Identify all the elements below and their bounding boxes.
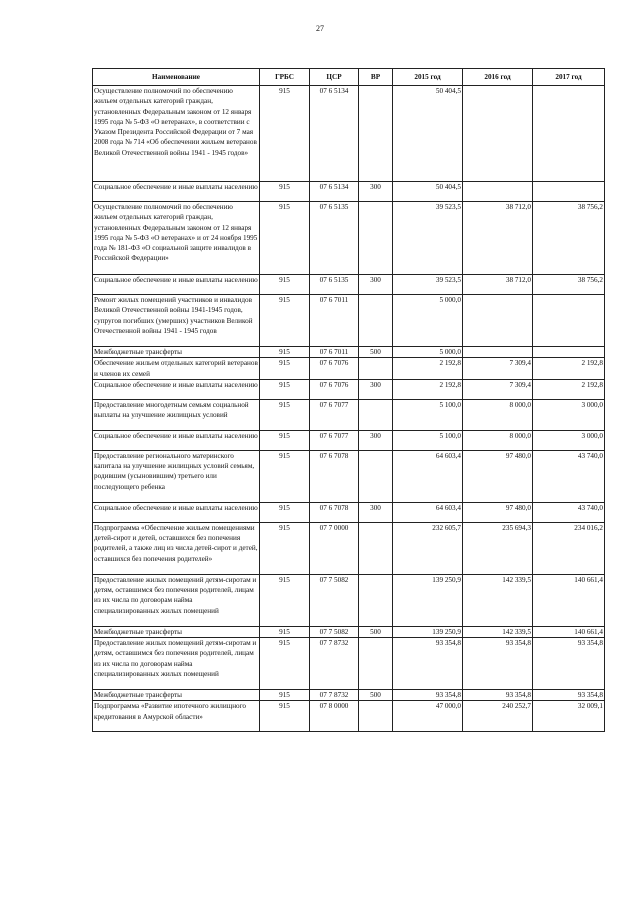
row-name-cell: Межбюджетные трансферты [93, 347, 260, 358]
row-2015-cell: 5 000,0 [393, 347, 463, 358]
row-2015-cell: 5 100,0 [393, 399, 463, 430]
table-row [93, 202, 605, 275]
row-name-cell: Осуществление полномочий по обеспечению жильем отдельных категорий граждан, установленных Федеральным законом от 12 января 1995 года № 5-ФЗ «О ветеранах», в соответствии с Указом Президента Российской Федерации от 7 мая 2008 года № 714 «Об обеспечении жильем ветеранов Великой Отечественной войны 1941 - 1945 годов» [93, 86, 260, 182]
row-name-cell: Предоставление регионального материнского капитала на улучшение жилищных условий семьям, родившим (усыновившим) третьего или последующего ребенка [93, 450, 260, 502]
table-row [93, 379, 605, 399]
row-grbs-cell: 915 [260, 638, 310, 690]
row-2017-cell: 93 354,8 [533, 638, 605, 690]
table-row [93, 430, 605, 450]
row-2015-cell: 139 250,9 [393, 574, 463, 626]
row-name-cell: Осуществление полномочий по обеспечению жильем отдельных категорий граждан, установленных Федеральным законом от 12 января 1995 года № 5-ФЗ «О ветеранах» и от 24 ноября 1995 года № 181-ФЗ «О социальной защите инвалидов в Российской Федерации» [93, 202, 260, 275]
row-2017-cell: 38 756,2 [533, 202, 605, 275]
header-2015: 2015 год [393, 69, 463, 86]
row-name-cell: Предоставление многодетным семьям социальной выплаты на улучшение жилищных условий [93, 399, 260, 430]
row-vr-cell: 500 [359, 626, 393, 637]
row-vr-cell: 300 [359, 275, 393, 295]
row-2017-cell [533, 86, 605, 182]
row-csr-cell: 07 6 7011 [310, 347, 359, 358]
row-2016-cell [463, 182, 533, 202]
row-2015-cell: 139 250,9 [393, 626, 463, 637]
row-grbs-cell: 915 [260, 358, 310, 380]
row-2015-cell: 47 000,0 [393, 701, 463, 732]
table-row [93, 295, 605, 347]
header-grbs: ГРБС [260, 69, 310, 86]
row-csr-cell: 07 6 7077 [310, 399, 359, 430]
table-row [93, 450, 605, 502]
row-csr-cell: 07 6 7078 [310, 502, 359, 522]
row-grbs-cell: 915 [260, 86, 310, 182]
row-vr-cell [359, 399, 393, 430]
header-csr: ЦСР [310, 69, 359, 86]
row-2015-cell: 93 354,8 [393, 690, 463, 701]
table-row [93, 358, 605, 380]
row-vr-cell [359, 86, 393, 182]
row-name-cell: Социальное обеспечение и иные выплаты населению [93, 182, 260, 202]
row-2015-cell: 64 603,4 [393, 502, 463, 522]
row-2015-cell: 5 000,0 [393, 295, 463, 347]
row-vr-cell: 300 [359, 502, 393, 522]
row-name-cell: Социальное обеспечение и иные выплаты населению [93, 430, 260, 450]
header-2016: 2016 год [463, 69, 533, 86]
row-csr-cell: 07 6 5135 [310, 275, 359, 295]
row-name-cell: Межбюджетные трансферты [93, 626, 260, 637]
row-2016-cell: 142 339,5 [463, 574, 533, 626]
row-2017-cell: 2 192,8 [533, 358, 605, 380]
row-2016-cell: 93 354,8 [463, 690, 533, 701]
row-name-cell: Социальное обеспечение и иные выплаты населению [93, 275, 260, 295]
row-vr-cell: 500 [359, 690, 393, 701]
row-csr-cell: 07 6 7076 [310, 358, 359, 380]
row-2015-cell: 39 523,5 [393, 275, 463, 295]
budget-table [92, 68, 605, 732]
table-row [93, 701, 605, 732]
row-csr-cell: 07 7 8732 [310, 690, 359, 701]
row-csr-cell: 07 6 5135 [310, 202, 359, 275]
row-grbs-cell: 915 [260, 522, 310, 574]
table-row [93, 86, 605, 182]
row-2015-cell: 50 404,5 [393, 182, 463, 202]
row-csr-cell: 07 8 0000 [310, 701, 359, 732]
row-2016-cell [463, 86, 533, 182]
row-name-cell: Ремонт жилых помещений участников и инвалидов Великой Отечественной войны 1941-1945 годов, супругов погибших (умерших) участников Великой Отечественной войны 1941 - 1945 годов [93, 295, 260, 347]
row-2015-cell: 5 100,0 [393, 430, 463, 450]
row-2015-cell: 2 192,8 [393, 358, 463, 380]
row-2017-cell: 140 661,4 [533, 626, 605, 637]
table-row [93, 275, 605, 295]
row-2016-cell: 38 712,0 [463, 202, 533, 275]
table-row [93, 522, 605, 574]
table-row [93, 347, 605, 358]
row-csr-cell: 07 6 7077 [310, 430, 359, 450]
row-vr-cell [359, 638, 393, 690]
row-grbs-cell: 915 [260, 275, 310, 295]
table-row [93, 638, 605, 690]
row-2016-cell: 97 480,0 [463, 502, 533, 522]
row-vr-cell [359, 358, 393, 380]
row-name-cell: Социальное обеспечение и иные выплаты населению [93, 502, 260, 522]
row-2015-cell: 232 605,7 [393, 522, 463, 574]
table-row [93, 182, 605, 202]
row-vr-cell: 300 [359, 430, 393, 450]
row-vr-cell [359, 701, 393, 732]
row-2017-cell: 38 756,2 [533, 275, 605, 295]
row-2017-cell: 2 192,8 [533, 379, 605, 399]
row-vr-cell [359, 295, 393, 347]
row-2017-cell [533, 347, 605, 358]
row-2017-cell: 43 740,0 [533, 502, 605, 522]
row-2016-cell [463, 295, 533, 347]
row-2016-cell: 8 000,0 [463, 399, 533, 430]
row-grbs-cell: 915 [260, 574, 310, 626]
row-2016-cell: 8 000,0 [463, 430, 533, 450]
row-2016-cell: 7 309,4 [463, 358, 533, 380]
row-grbs-cell: 915 [260, 430, 310, 450]
row-csr-cell: 07 7 0000 [310, 522, 359, 574]
row-2016-cell [463, 347, 533, 358]
row-2016-cell: 93 354,8 [463, 638, 533, 690]
row-name-cell: Межбюджетные трансферты [93, 690, 260, 701]
row-2016-cell: 38 712,0 [463, 275, 533, 295]
row-name-cell: Обеспечение жильем отдельных категорий ветеранов и членов их семей [94, 359, 258, 378]
row-grbs-cell: 915 [260, 295, 310, 347]
page-number: 27 [316, 24, 324, 33]
header-vr: ВР [359, 69, 393, 86]
row-name-cell: Социальное обеспечение и иные выплаты населению [93, 379, 260, 399]
row-grbs-cell: 915 [260, 202, 310, 275]
row-name-cell: Предоставление жилых помещений детям-сиротам и детям, оставшимся без попечения родителей, лицам из их числа по договорам найма специализированных жилых помещений [93, 638, 260, 690]
row-grbs-cell: 915 [260, 701, 310, 732]
row-vr-cell [359, 450, 393, 502]
row-2016-cell: 240 252,7 [463, 701, 533, 732]
row-grbs-cell: 915 [260, 347, 310, 358]
row-2016-cell: 142 339,5 [463, 626, 533, 637]
row-grbs-cell: 915 [260, 450, 310, 502]
row-vr-cell: 500 [359, 347, 393, 358]
row-grbs-cell: 915 [260, 502, 310, 522]
row-2017-cell: 3 000,0 [533, 399, 605, 430]
row-2017-cell: 32 009,1 [533, 701, 605, 732]
row-2015-cell: 64 603,4 [393, 450, 463, 502]
row-2015-cell: 39 523,5 [393, 202, 463, 275]
row-vr-cell [359, 202, 393, 275]
row-csr-cell: 07 6 5134 [310, 182, 359, 202]
row-2017-cell [533, 182, 605, 202]
row-name-cell: Подпрограмма «Обеспечение жильем помещениями детей-сирот и детей, оставшихся без попечения родителей, а также лиц из числа детей-сирот и детей, оставшихся без попечения родителей» [93, 522, 260, 574]
table-header-row [93, 69, 605, 86]
table-row [93, 626, 605, 637]
row-2016-cell: 7 309,4 [463, 379, 533, 399]
row-vr-cell: 300 [359, 379, 393, 399]
row-2017-cell: 93 354,8 [533, 690, 605, 701]
row-grbs-cell: 915 [260, 182, 310, 202]
header-name: Наименование [93, 69, 260, 86]
row-csr-cell: 07 7 8732 [310, 638, 359, 690]
table-row [93, 399, 605, 430]
row-csr-cell: 07 6 7011 [310, 295, 359, 347]
row-2017-cell: 140 661,4 [533, 574, 605, 626]
table-row [93, 690, 605, 701]
row-csr-cell: 07 6 5134 [310, 86, 359, 182]
row-name-cell: Подпрограмма «Развитие ипотечного жилищного кредитования в Амурской области» [93, 701, 260, 732]
row-csr-cell: 07 6 7076 [310, 379, 359, 399]
row-csr-cell: 07 7 5082 [310, 574, 359, 626]
table-row [93, 502, 605, 522]
row-2016-cell: 235 694,3 [463, 522, 533, 574]
row-2016-cell: 97 480,0 [463, 450, 533, 502]
header-2017: 2017 год [533, 69, 605, 86]
row-grbs-cell: 915 [260, 399, 310, 430]
row-2017-cell: 43 740,0 [533, 450, 605, 502]
row-2015-cell: 2 192,8 [393, 379, 463, 399]
row-2015-cell: 50 404,5 [393, 86, 463, 182]
row-vr-cell [359, 574, 393, 626]
row-vr-cell: 300 [359, 182, 393, 202]
table-row [93, 574, 605, 626]
row-grbs-cell: 915 [260, 379, 310, 399]
row-csr-cell: 07 6 7078 [310, 450, 359, 502]
row-2015-cell: 93 354,8 [393, 638, 463, 690]
row-2017-cell: 3 000,0 [533, 430, 605, 450]
row-vr-cell [359, 522, 393, 574]
row-2017-cell: 234 016,2 [533, 522, 605, 574]
row-csr-cell: 07 7 5082 [310, 626, 359, 637]
row-name-cell: Предоставление жилых помещений детям-сиротам и детям, оставшимся без попечения родителей, лицам из их числа по договорам найма специализированных жилых помещений [93, 574, 260, 626]
row-2017-cell [533, 295, 605, 347]
row-grbs-cell: 915 [260, 690, 310, 701]
row-grbs-cell: 915 [260, 626, 310, 637]
